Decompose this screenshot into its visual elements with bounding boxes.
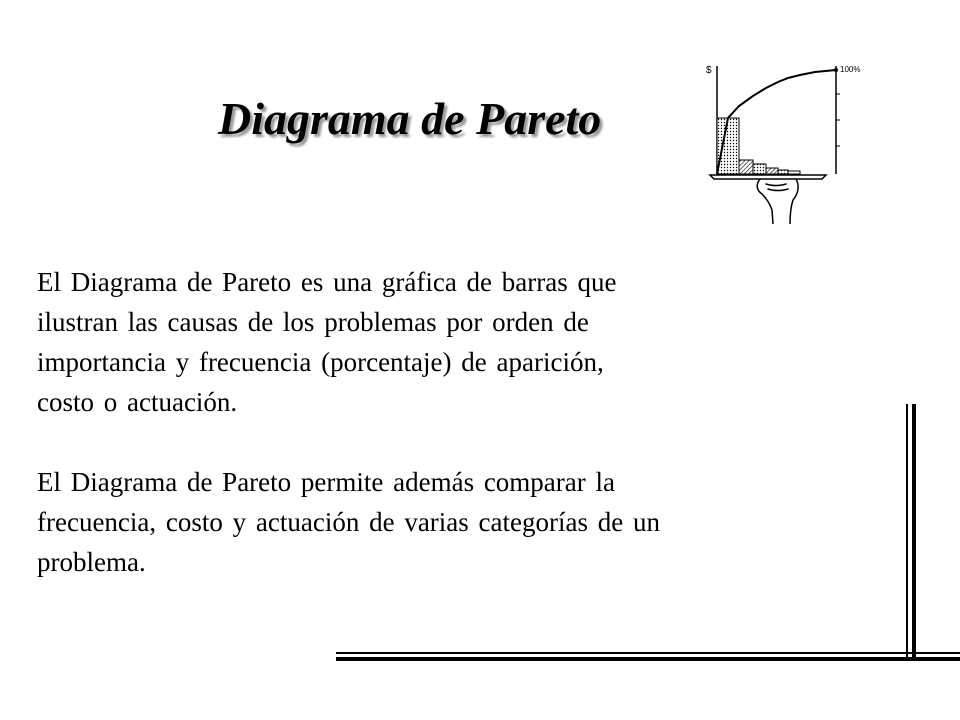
text-line: frecuencia, costo y actuación de varias categorías de un <box>37 507 660 537</box>
curve-point <box>834 68 838 72</box>
bar-3 <box>753 164 766 174</box>
paragraph-comparison <box>37 462 877 582</box>
pareto-chart-illustration <box>690 58 890 224</box>
cumulative-label: 100% <box>840 65 861 74</box>
tray <box>710 175 826 179</box>
body-text <box>37 262 877 582</box>
paragraph-definition <box>37 262 877 422</box>
text-line: problema. <box>37 547 146 577</box>
bar-6 <box>788 171 800 174</box>
paragraph-gap <box>37 422 877 462</box>
slide-title: Diagrama de Pareto <box>218 93 602 144</box>
text-line: importancia y frecuencia (porcentaje) de aparición, <box>37 347 604 377</box>
bar-1 <box>717 118 739 174</box>
text-line: El Diagrama de Pareto es una gráfica de barras que <box>37 267 617 297</box>
bar-2 <box>739 160 753 174</box>
hand-icon <box>757 179 798 224</box>
frame-horizontal-line-top <box>336 652 960 654</box>
bar-5 <box>778 170 788 174</box>
frame-vertical-line-left <box>906 404 908 657</box>
bar-4 <box>766 168 778 174</box>
y-axis-label: $ <box>706 65 712 76</box>
text-line: ilustran las causas de los problemas por orden de <box>37 307 589 337</box>
frame-vertical-line-right <box>912 404 916 657</box>
frame-horizontal-line-bottom <box>336 657 960 661</box>
text-line: El Diagrama de Pareto permite además comparar la <box>37 467 615 497</box>
text-line: costo o actuación. <box>37 387 238 417</box>
